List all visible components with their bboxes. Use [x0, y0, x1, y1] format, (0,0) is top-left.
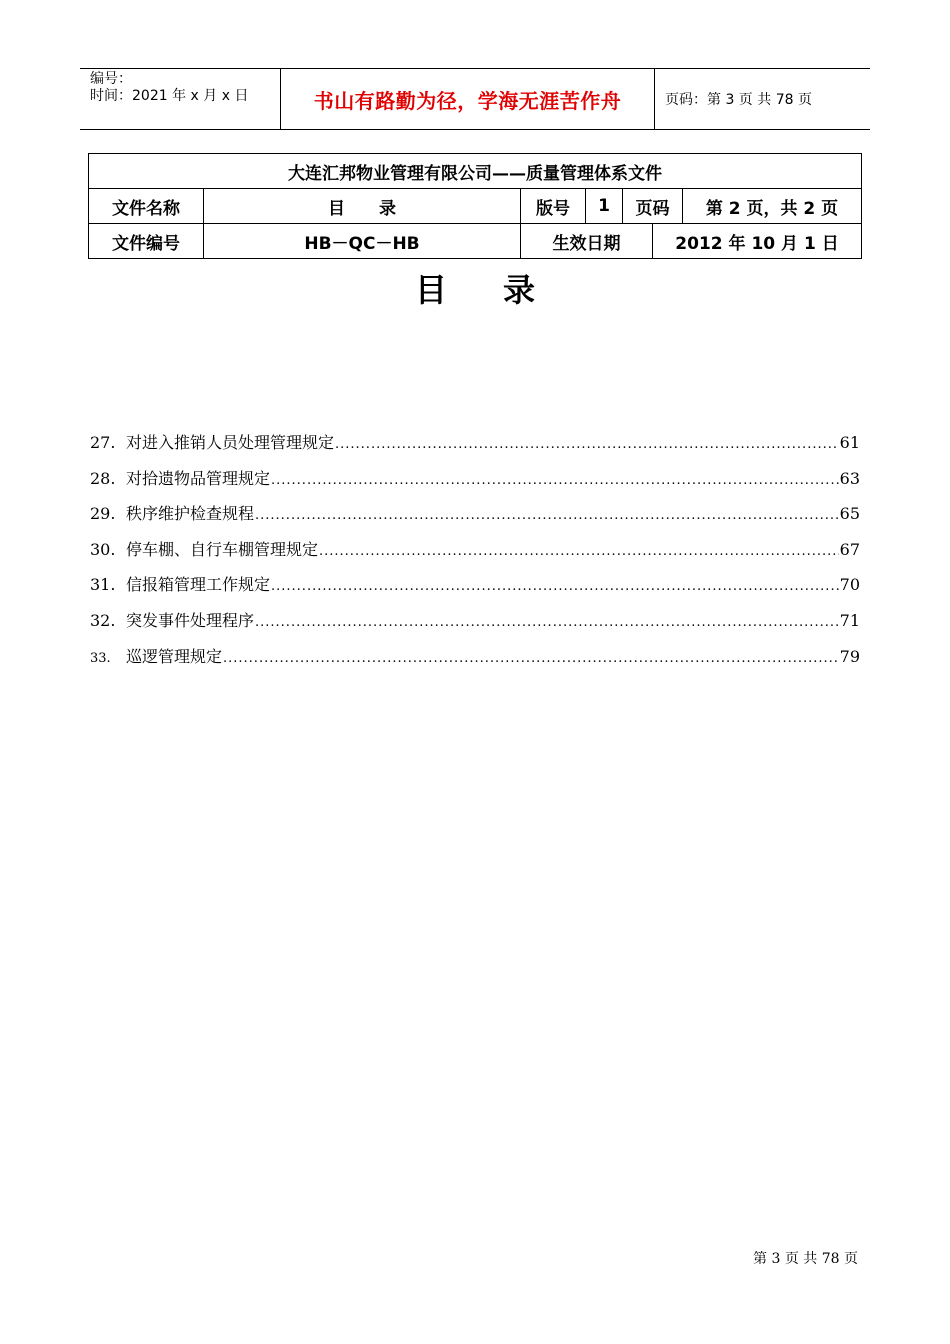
- toc-title: 目录: [414, 271, 591, 309]
- file-name-label: 文件名称: [89, 189, 204, 224]
- toc-entry-page: 79: [839, 646, 860, 666]
- number-label: 编号：: [90, 71, 132, 87]
- header-page-label: 页码：第 3 页 共 78 页: [665, 92, 812, 108]
- file-no-label: 文件编号: [89, 224, 204, 259]
- toc-entry-number: 27.: [90, 433, 116, 452]
- toc-leader-dots: [271, 473, 839, 488]
- toc-entry-title: 对拾遗物品管理规定: [126, 468, 271, 488]
- toc-entry[interactable]: [90, 430, 860, 466]
- header-meta: [80, 69, 281, 129]
- toc-leader-dots: [271, 579, 839, 594]
- version-label: 版号: [521, 189, 586, 224]
- toc-entry[interactable]: [90, 644, 860, 680]
- toc-entry-number: 28.: [90, 468, 116, 488]
- toc-entry-number: 30.: [90, 539, 116, 559]
- file-name-value: 目 录: [204, 189, 521, 224]
- version-value: 1: [586, 189, 623, 224]
- toc-entry-page: 71: [839, 610, 860, 630]
- toc-entry[interactable]: [90, 537, 860, 573]
- time-label: 时间：2021 年 x 月 x 日: [90, 88, 249, 104]
- toc-leader-dots: [255, 508, 839, 523]
- toc-entry-page: 61: [839, 433, 860, 452]
- toc-leader-dots: [255, 615, 839, 630]
- effective-date-value: 2012 年 10 月 1 日: [653, 224, 862, 259]
- toc-entry[interactable]: [90, 501, 860, 537]
- toc-entry-page: 63: [839, 468, 860, 488]
- toc-entry-title: 突发事件处理程序: [126, 610, 255, 630]
- toc-entry[interactable]: [90, 466, 860, 502]
- file-no-value: HB－QC－HB: [204, 224, 521, 259]
- toc-leader-dots: [223, 651, 839, 666]
- toc-entry-title: 停车棚、自行车棚管理规定: [126, 539, 319, 559]
- toc-entry-page: 67: [839, 539, 860, 559]
- toc-entry-page: 65: [839, 504, 860, 524]
- toc-entry-number: 32.: [90, 610, 116, 630]
- page-label: 页码: [623, 189, 683, 224]
- toc-entry-number: 33.: [90, 650, 111, 666]
- toc-entry-number: 31.: [90, 575, 116, 595]
- toc-entry[interactable]: [90, 572, 860, 608]
- toc-entry-page: 70: [839, 575, 860, 595]
- toc-entry-title: 信报箱管理工作规定: [126, 575, 271, 595]
- page-value: 第 2 页，共 2 页: [683, 189, 862, 224]
- toc-entry-title: 秩序维护检查规程: [126, 504, 255, 524]
- toc-leader-dots: [335, 437, 839, 452]
- effective-date-label: 生效日期: [521, 224, 653, 259]
- toc-leader-dots: [319, 544, 839, 559]
- toc-entry-number: 29.: [90, 504, 116, 524]
- company-title: 大连汇邦物业管理有限公司——质量管理体系文件: [89, 154, 862, 189]
- toc-entry-title: 对进入推销人员处理管理规定: [126, 433, 335, 452]
- document-info-table: [88, 153, 862, 259]
- toc-entry-title: 巡逻管理规定: [126, 646, 223, 666]
- page-header: [80, 68, 870, 130]
- header-slogan: 书山有路勤为径，学海无涯苦作舟: [281, 69, 655, 129]
- toc-entry[interactable]: [90, 608, 860, 644]
- toc-list: [90, 430, 860, 679]
- page-footer: 第 3 页 共 78 页: [753, 1251, 858, 1267]
